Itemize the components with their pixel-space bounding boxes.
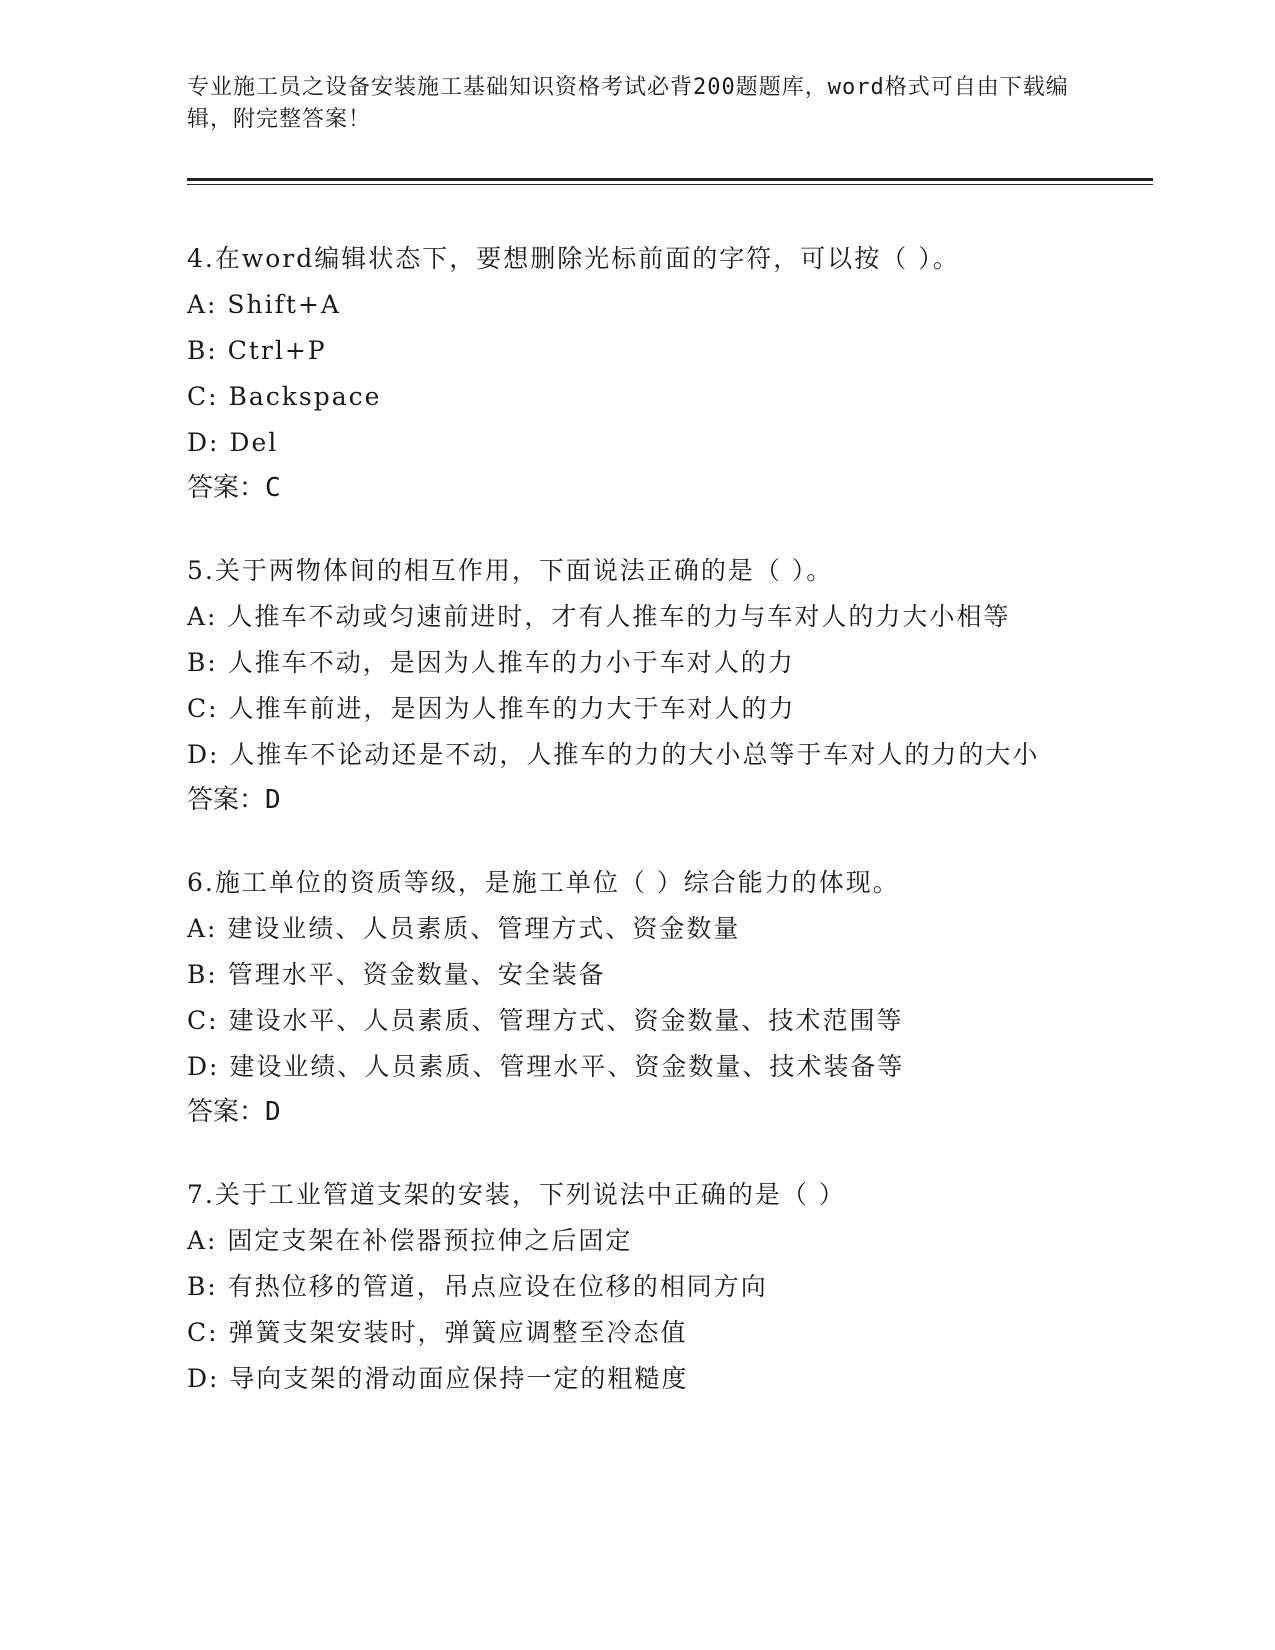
question-stem: 5.关于两物体间的相互作用，下面说法正确的是（ ）。 xyxy=(187,556,834,585)
answer-line: 答案：D xyxy=(187,785,281,815)
option-b: B: Ctrl+P xyxy=(187,336,327,365)
option-c: C: 人推车前进，是因为人推车的力大于车对人的力 xyxy=(187,694,796,723)
option-a: A: 建设业绩、人员素质、管理方式、资金数量 xyxy=(187,914,741,943)
question-4 xyxy=(187,236,1087,510)
option-b: B: 管理水平、资金数量、安全装备 xyxy=(187,960,606,989)
question-stem: 6.施工单位的资质等级，是施工单位（ ）综合能力的体现。 xyxy=(187,868,900,897)
answer-line: 答案：C xyxy=(187,473,281,503)
option-a: A: 人推车不动或匀速前进时，才有人推车的力与车对人的力大小相等 xyxy=(187,602,1011,631)
question-7 xyxy=(187,1172,1087,1402)
option-c: C: 建设水平、人员素质、管理方式、资金数量、技术范围等 xyxy=(187,1006,904,1035)
document-header: 专业施工员之设备安装施工基础知识资格考试必背200题题库，word格式可自由下载编辑，附完整答案！ xyxy=(187,75,1069,132)
option-a: A: Shift+A xyxy=(187,290,341,319)
answer-line: 答案：D xyxy=(187,1097,281,1127)
option-b: B: 人推车不动，是因为人推车的力小于车对人的力 xyxy=(187,648,795,677)
option-a: A: 固定支架在补偿器预拉伸之后固定 xyxy=(187,1226,633,1255)
option-d: D: 导向支架的滑动面应保持一定的粗糙度 xyxy=(187,1364,689,1393)
question-stem: 7.关于工业管道支架的安装，下列说法中正确的是（ ） xyxy=(187,1180,846,1209)
question-5 xyxy=(187,548,1087,822)
question-stem: 4.在word编辑状态下，要想删除光标前面的字符，可以按（ ）。 xyxy=(187,244,960,273)
option-c: C: Backspace xyxy=(187,382,382,411)
header-rule-thin xyxy=(187,184,1153,185)
option-d: D: 建设业绩、人员素质、管理水平、资金数量、技术装备等 xyxy=(187,1052,905,1081)
question-list xyxy=(187,236,1087,1440)
option-d: D: Del xyxy=(187,428,279,457)
header-rule-thick xyxy=(187,178,1153,181)
option-b: B: 有热位移的管道，吊点应设在位移的相同方向 xyxy=(187,1272,768,1301)
option-c: C: 弹簧支架安装时，弹簧应调整至冷态值 xyxy=(187,1318,688,1347)
question-6 xyxy=(187,860,1087,1134)
option-d: D: 人推车不论动还是不动，人推车的力的大小总等于车对人的力的大小 xyxy=(187,740,1040,769)
